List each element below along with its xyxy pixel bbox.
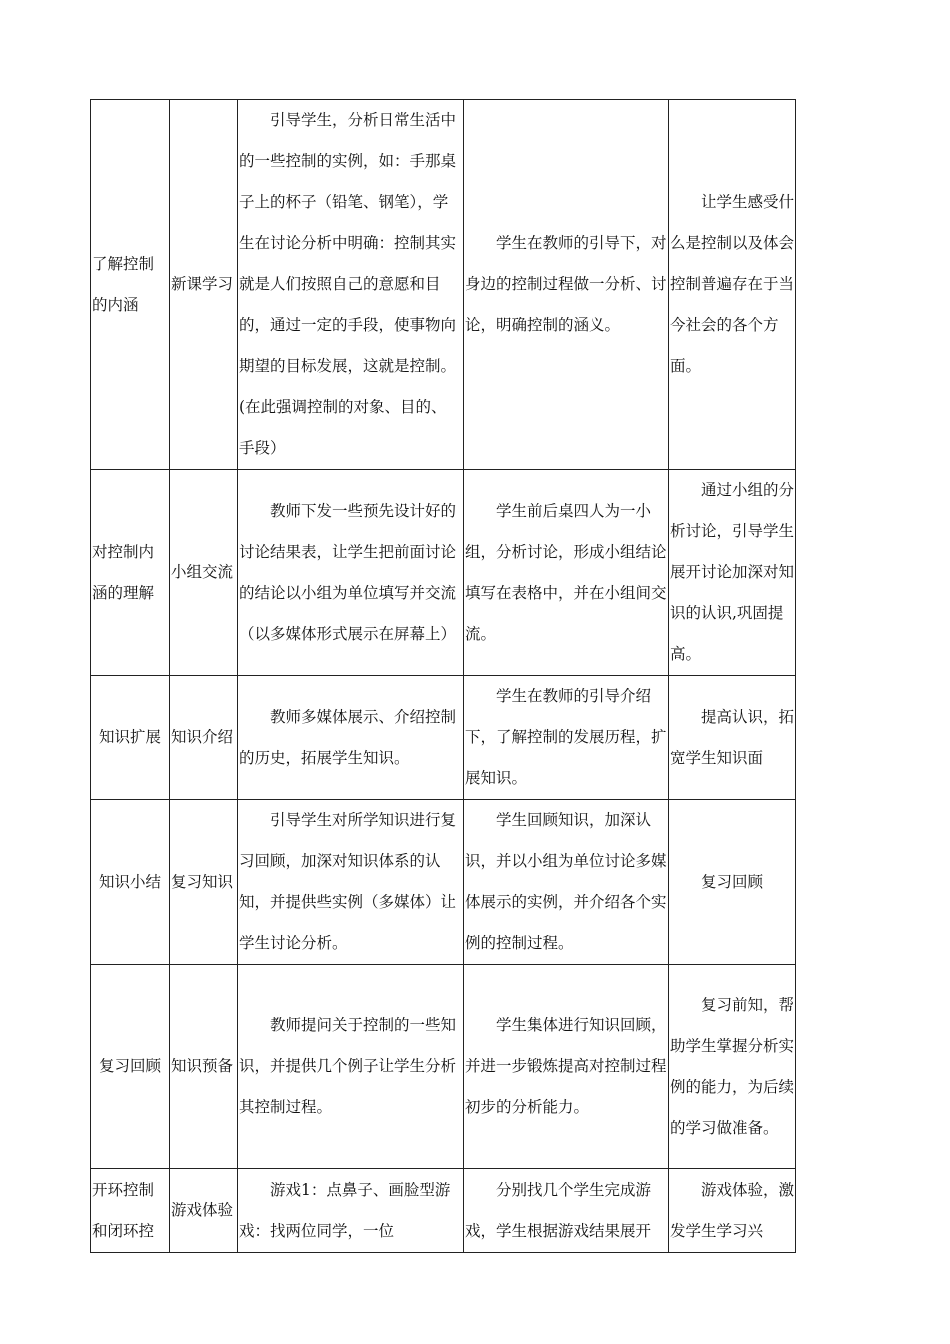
table-row [91,800,796,965]
design-intent-cell: 让学生感受什么是控制以及体会控制普遍存在于当今社会的各个方面。 [669,100,796,470]
stage-cell: 复习回顾 [91,965,170,1169]
table-row [91,100,796,470]
activity-cell: 知识预备 [170,965,238,1169]
design-intent-cell: 复习回顾 [669,800,796,965]
design-intent-cell: 通过小组的分析讨论，引导学生展开讨论加深对知识的认识,巩固提高。 [669,470,796,676]
student-activity-cell: 分别找几个学生完成游戏，学生根据游戏结果展开 [464,1169,669,1253]
teacher-activity-cell: 游戏1：点鼻子、画脸型游戏：找两位同学，一位 [238,1169,464,1253]
activity-cell: 新课学习 [170,100,238,470]
table-row [91,965,796,1169]
lesson-plan-table [90,99,796,1253]
stage-cell: 了解控制的内涵 [91,100,170,470]
stage-cell: 开环控制和闭环控 [91,1169,170,1253]
table-row [91,1169,796,1253]
design-intent-cell: 提高认识，拓宽学生知识面 [669,676,796,800]
stage-cell: 对控制内涵的理解 [91,470,170,676]
activity-cell: 复习知识 [170,800,238,965]
table-row [91,470,796,676]
student-activity-cell: 学生在教师的引导下，对身边的控制过程做一分析、讨论，明确控制的涵义。 [464,100,669,470]
teacher-activity-cell: 教师提问关于控制的一些知识，并提供几个例子让学生分析其控制过程。 [238,965,464,1169]
teacher-activity-cell: 引导学生对所学知识进行复习回顾，加深对知识体系的认知，并提供些实例（多媒体）让学生讨论分析。 [238,800,464,965]
activity-cell: 小组交流 [170,470,238,676]
teacher-activity-cell: 教师多媒体展示、介绍控制的历史，拓展学生知识。 [238,676,464,800]
teacher-activity-cell: 引导学生，分析日常生活中的一些控制的实例，如：手那桌子上的杯子（铅笔、钢笔），学生在讨论分析中明确：控制其实就是人们按照自己的意愿和目的，通过一定的手段，使事物向期望的目标发展，这就是控制。(在此强调控制的对象、目的、手段） [238,100,464,470]
stage-cell: 知识小结 [91,800,170,965]
student-activity-cell: 学生在教师的引导介绍下，了解控制的发展历程，扩展知识。 [464,676,669,800]
table-row [91,676,796,800]
student-activity-cell: 学生集体进行知识回顾，并进一步锻炼提高对控制过程初步的分析能力。 [464,965,669,1169]
stage-cell: 知识扩展 [91,676,170,800]
teacher-activity-cell: 教师下发一些预先设计好的讨论结果表，让学生把前面讨论的结论以小组为单位填写并交流（以多媒体形式展示在屏幕上） [238,470,464,676]
design-intent-cell: 复习前知，帮助学生掌握分析实例的能力，为后续的学习做准备。 [669,965,796,1169]
student-activity-cell: 学生前后桌四人为一小组，分析讨论，形成小组结论填写在表格中，并在小组间交流。 [464,470,669,676]
activity-cell: 知识介绍 [170,676,238,800]
student-activity-cell: 学生回顾知识，加深认识，并以小组为单位讨论多媒体展示的实例，并介绍各个实例的控制过程。 [464,800,669,965]
activity-cell: 游戏体验 [170,1169,238,1253]
design-intent-cell: 游戏体验，激发学生学习兴 [669,1169,796,1253]
